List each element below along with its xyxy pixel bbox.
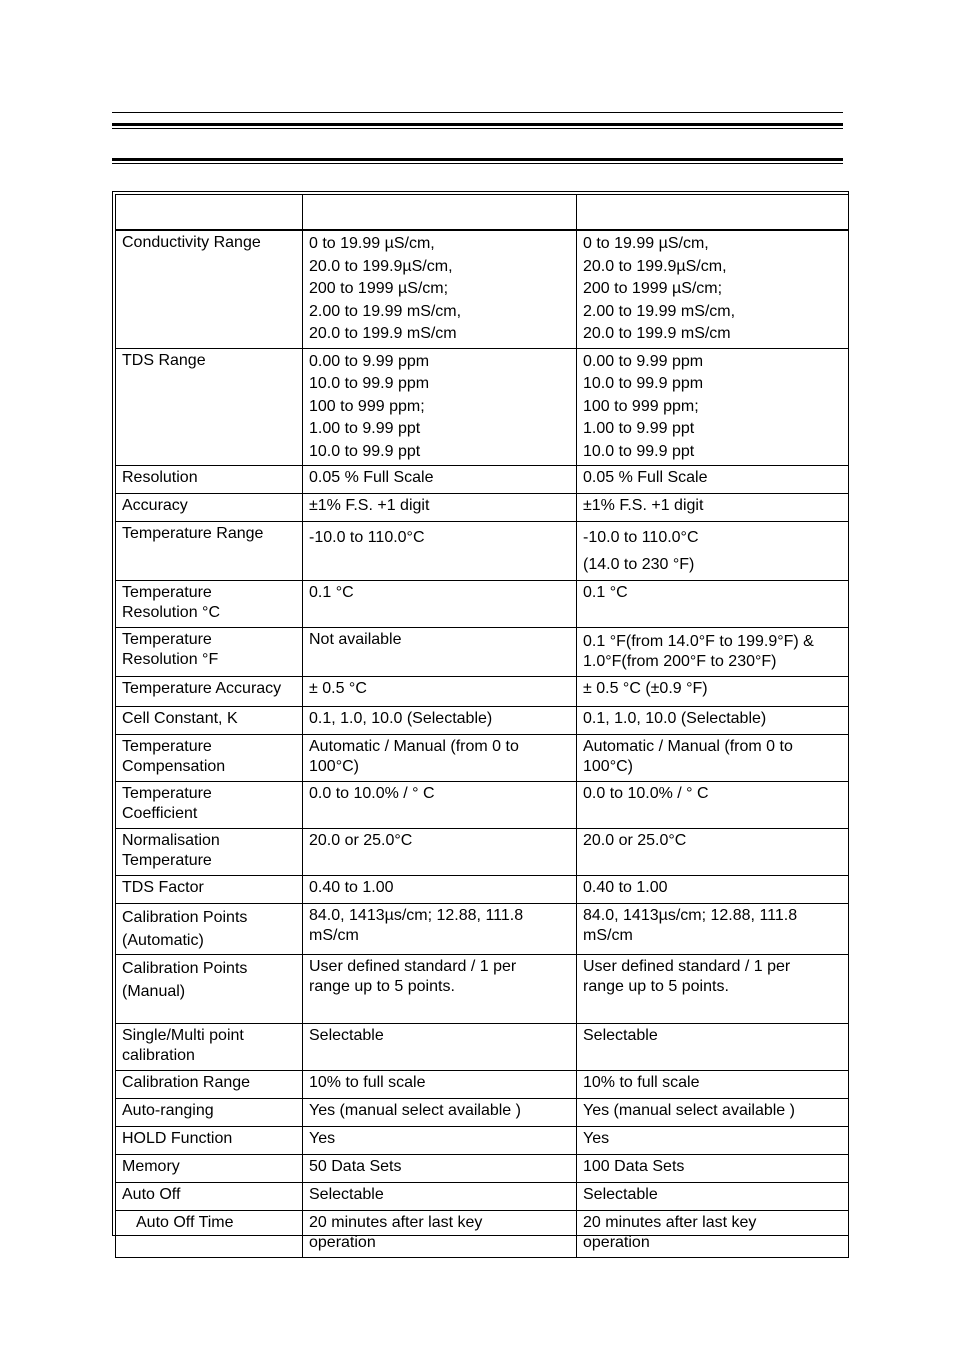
row-value-col1 <box>303 522 577 581</box>
row-value-col1: 20.0 or 25.0°C <box>303 829 577 876</box>
label-line: Compensation <box>122 758 226 775</box>
table-row <box>116 628 849 677</box>
value-line: 0.00 to 9.99 ppm <box>583 352 704 370</box>
table-row <box>116 782 849 829</box>
label-line: Temperature <box>122 631 212 648</box>
value-line: 100 to 999 ppm; <box>583 397 699 415</box>
row-value-col2 <box>577 1211 849 1258</box>
row-value-col2: 0.40 to 1.00 <box>577 876 849 904</box>
row-label: Memory <box>116 1155 303 1183</box>
value-line: 20.0 to 199.9µS/cm, <box>583 257 727 275</box>
value-line: 100°C) <box>583 758 633 775</box>
table-row <box>116 876 849 904</box>
row-label <box>116 1024 303 1071</box>
value-line: 10.0 to 99.9 ppm <box>583 375 704 392</box>
row-value-col2: ± 0.5 °C (±0.9 °F) <box>577 677 849 707</box>
value-line: Automatic / Manual (from 0 to <box>309 738 519 755</box>
value-line: 2.00 to 19.99 mS/cm, <box>583 302 736 320</box>
value-line: 84.0, 1413µs/cm; 12.88, 111.8 <box>583 907 798 924</box>
label-line: Temperature <box>122 852 212 869</box>
value-line: 200 to 1999 µS/cm; <box>309 280 449 297</box>
value-line: 100 to 999 ppm; <box>309 397 425 415</box>
value-line: User defined standard / 1 per <box>309 958 517 975</box>
table-header-row <box>116 195 849 231</box>
row-value-col1: 0.0 to 10.0% / ° C <box>303 782 577 829</box>
row-value-col1: Yes (manual select available ) <box>303 1099 577 1127</box>
row-value-col2: Yes (manual select available ) <box>577 1099 849 1127</box>
label-line: Temperature <box>122 785 212 802</box>
row-label <box>116 829 303 876</box>
value-line: 1.00 to 9.99 ppt <box>309 420 421 437</box>
row-value-col2 <box>577 230 849 348</box>
value-line: 20.0 to 199.9 mS/cm <box>309 325 457 342</box>
row-value-col1: 0.40 to 1.00 <box>303 876 577 904</box>
row-value-col1: ±1% F.S. +1 digit <box>303 494 577 522</box>
value-line: Automatic / Manual (from 0 to <box>583 738 793 755</box>
table-row <box>116 955 849 1024</box>
row-value-col1: 50 Data Sets <box>303 1155 577 1183</box>
value-line: -10.0 to 110.0°C <box>583 529 699 546</box>
row-label: Conductivity Range <box>116 230 303 348</box>
row-value-col1 <box>303 1211 577 1258</box>
row-value-col1: Not available <box>303 628 577 677</box>
row-value-col2: ±1% F.S. +1 digit <box>577 494 849 522</box>
table-row <box>116 522 849 581</box>
row-label <box>116 782 303 829</box>
row-value-col1: Yes <box>303 1127 577 1155</box>
value-line: 20.0 to 199.9µS/cm, <box>309 257 453 275</box>
header-thick-rule-1 <box>112 123 843 126</box>
row-label: Auto-ranging <box>116 1099 303 1127</box>
label-line: Temperature <box>122 738 212 755</box>
label-line: Calibration Points <box>122 960 248 977</box>
row-value-col1: 10% to full scale <box>303 1071 577 1099</box>
row-value-col2: Selectable <box>577 1183 849 1211</box>
row-value-col2: 10% to full scale <box>577 1071 849 1099</box>
row-label: TDS Factor <box>116 876 303 904</box>
row-value-col2: 0.1 °C <box>577 581 849 628</box>
row-label: Calibration Range <box>116 1071 303 1099</box>
row-value-col2 <box>577 735 849 782</box>
value-line: 1.00 to 9.99 ppt <box>583 420 695 437</box>
row-label: HOLD Function <box>116 1127 303 1155</box>
table-row <box>116 829 849 876</box>
value-line: 1.0°F(from 200°F to 230°F) <box>583 653 777 670</box>
table-row <box>116 1071 849 1099</box>
value-line: mS/cm <box>583 927 633 944</box>
table-row <box>116 494 849 522</box>
table-row <box>116 1099 849 1127</box>
value-line: 100°C) <box>309 758 359 775</box>
row-value-col2: 0.05 % Full Scale <box>577 466 849 494</box>
row-value-col1: 0.1, 1.0, 10.0 (Selectable) <box>303 707 577 735</box>
label-line: Temperature <box>122 584 212 601</box>
row-label <box>116 904 303 955</box>
row-value-col1 <box>303 735 577 782</box>
value-line: 0 to 19.99 µS/cm, <box>583 235 709 252</box>
table-row <box>116 1024 849 1071</box>
value-line: 2.00 to 19.99 mS/cm, <box>309 302 462 320</box>
row-label: Resolution <box>116 466 303 494</box>
row-value-col1: Selectable <box>303 1183 577 1211</box>
row-value-col2 <box>577 522 849 581</box>
row-value-col2: 100 Data Sets <box>577 1155 849 1183</box>
header-thin-rule-1 <box>112 128 843 129</box>
header-thin-rule-2 <box>112 163 843 164</box>
row-value-col1: 0.1 °C <box>303 581 577 628</box>
table-row <box>116 735 849 782</box>
row-label <box>116 581 303 628</box>
label-line: (Automatic) <box>122 932 204 949</box>
value-line: mS/cm <box>309 927 359 944</box>
value-line: 200 to 1999 µS/cm; <box>583 280 723 297</box>
row-value-col1: 0.05 % Full Scale <box>303 466 577 494</box>
value-line: 0.1 °F(from 14.0°F to 199.9°F) & <box>583 633 814 650</box>
row-label <box>116 628 303 677</box>
row-label <box>116 735 303 782</box>
row-label: Temperature Range <box>116 522 303 581</box>
value-line: range up to 5 points. <box>583 978 729 995</box>
label-line: Normalisation <box>122 832 220 849</box>
label-line: calibration <box>122 1047 195 1064</box>
header-cell-model-1 <box>303 195 577 231</box>
row-value-col2 <box>577 955 849 1024</box>
table-row <box>116 677 849 707</box>
value-line: 20 minutes after last key <box>309 1214 483 1231</box>
value-line: (14.0 to 230 °F) <box>583 556 695 573</box>
value-line: operation <box>309 1234 376 1251</box>
row-label: Cell Constant, K <box>116 707 303 735</box>
row-label <box>116 955 303 1024</box>
table-row <box>116 230 849 348</box>
header-cell-parameter <box>116 195 303 231</box>
label-line: Calibration Points <box>122 909 248 926</box>
value-line: 10.0 to 99.9 ppt <box>309 442 421 460</box>
row-label: Auto Off <box>116 1183 303 1211</box>
value-line: 20.0 to 199.9 mS/cm <box>583 325 731 342</box>
value-line: 0.00 to 9.99 ppm <box>309 352 430 370</box>
header-thick-rule-2 <box>112 158 843 161</box>
label-line: Single/Multi point <box>122 1027 244 1044</box>
table-row <box>116 1183 849 1211</box>
row-value-col1: Selectable <box>303 1024 577 1071</box>
row-value-col2: Yes <box>577 1127 849 1155</box>
row-value-col2 <box>577 348 849 466</box>
label-line: Resolution °C <box>122 604 220 621</box>
table-row <box>116 904 849 955</box>
table-row <box>116 1127 849 1155</box>
row-label: Temperature Accuracy <box>116 677 303 707</box>
table-row <box>116 1211 849 1258</box>
row-value-col2 <box>577 904 849 955</box>
label-line: Coefficient <box>122 805 198 822</box>
table-row <box>116 707 849 735</box>
table-row <box>116 1155 849 1183</box>
header-thin-rule <box>112 112 843 113</box>
label-line: (Manual) <box>122 983 186 1000</box>
value-line: 10.0 to 99.9 ppt <box>583 442 695 460</box>
row-value-col2: 20.0 or 25.0°C <box>577 829 849 876</box>
header-cell-model-2 <box>577 195 849 231</box>
label-line: Resolution °F <box>122 651 219 668</box>
row-value-col1 <box>303 904 577 955</box>
value-line: -10.0 to 110.0°C <box>309 529 425 546</box>
value-line: 84.0, 1413µs/cm; 12.88, 111.8 <box>309 907 524 924</box>
row-value-col1 <box>303 955 577 1024</box>
value-line: range up to 5 points. <box>309 978 455 995</box>
table-row <box>116 466 849 494</box>
value-line: 20 minutes after last key <box>583 1214 757 1231</box>
value-line: 10.0 to 99.9 ppm <box>309 375 430 392</box>
table-row <box>116 348 849 466</box>
row-value-col1 <box>303 230 577 348</box>
row-value-col2 <box>577 628 849 677</box>
row-value-col2: 0.0 to 10.0% / ° C <box>577 782 849 829</box>
value-line: operation <box>583 1234 650 1251</box>
row-value-col2: 0.1, 1.0, 10.0 (Selectable) <box>577 707 849 735</box>
row-label: Auto Off Time <box>116 1211 303 1258</box>
table-row <box>116 581 849 628</box>
specifications-table <box>115 194 849 1258</box>
value-line: 0 to 19.99 µS/cm, <box>309 235 435 252</box>
row-label: Accuracy <box>116 494 303 522</box>
row-value-col2: Selectable <box>577 1024 849 1071</box>
value-line: User defined standard / 1 per <box>583 958 791 975</box>
row-label: TDS Range <box>116 348 303 466</box>
row-value-col1: ± 0.5 °C <box>303 677 577 707</box>
row-value-col1 <box>303 348 577 466</box>
